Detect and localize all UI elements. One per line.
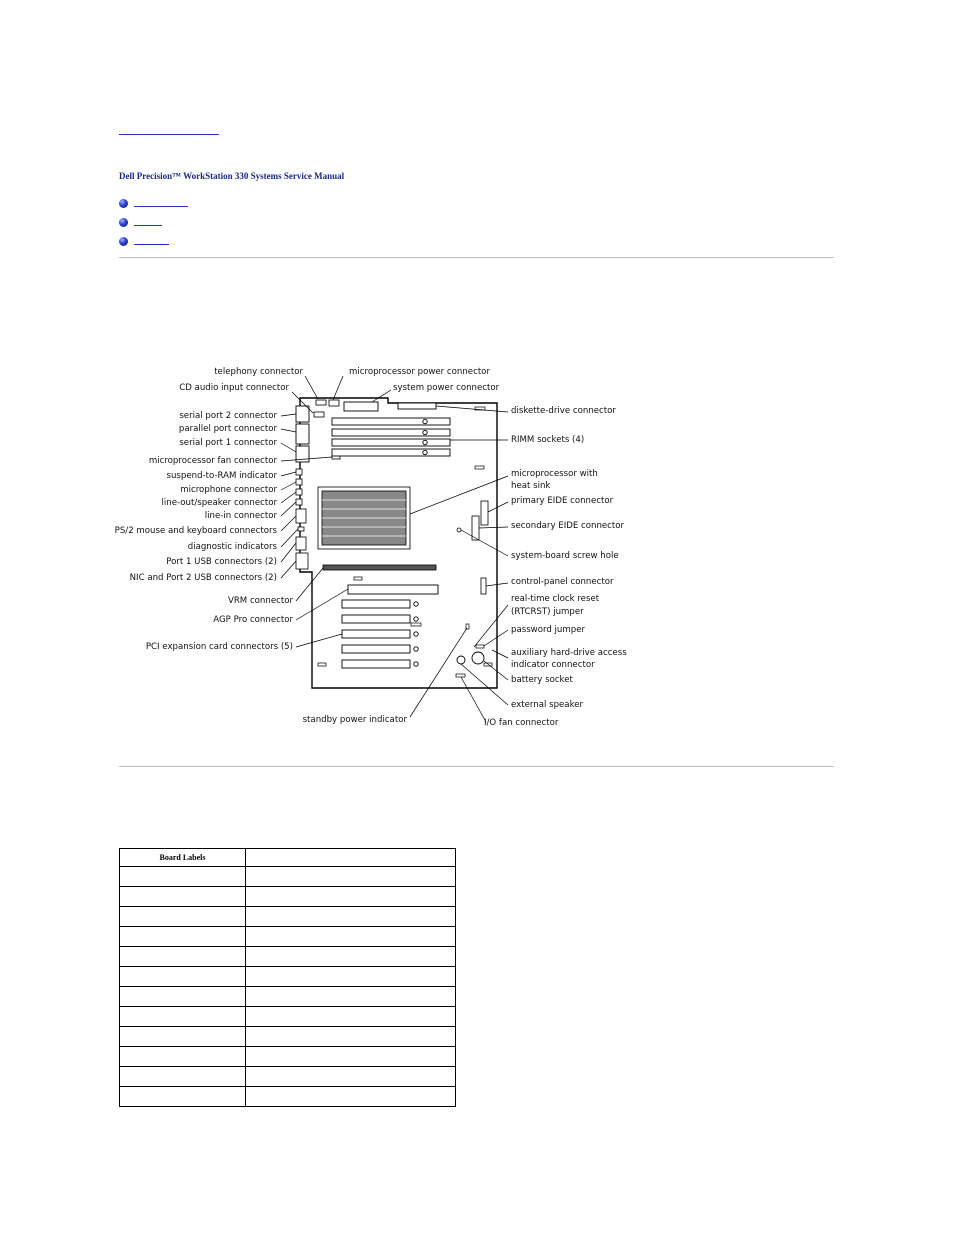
divider <box>119 766 834 767</box>
label-parallel: parallel port connector <box>178 424 277 434</box>
battery-socket <box>472 652 484 664</box>
audio-jack <box>296 479 302 485</box>
label-diagnostic: diagnostic indicators <box>187 542 277 552</box>
label-battery: battery socket <box>511 675 573 685</box>
ps2-connectors <box>296 509 306 523</box>
table-cell <box>120 1087 246 1107</box>
table-cell <box>120 887 246 907</box>
table-cell <box>246 947 456 967</box>
table-cell <box>120 967 246 987</box>
label-telephony: telephony connector <box>214 367 303 377</box>
table-cell <box>120 927 246 947</box>
label-screw-hole: system-board screw hole <box>511 551 619 561</box>
table-cell <box>246 1007 456 1027</box>
label-serial-2: serial port 2 connector <box>179 411 277 421</box>
agp-pro-connector <box>348 585 438 594</box>
table-cell <box>246 967 456 987</box>
table-cell <box>120 987 246 1007</box>
table-cell <box>246 1047 456 1067</box>
bullet-icon <box>119 237 128 246</box>
label-primary-eide: primary EIDE connector <box>511 496 614 506</box>
system-power-connector <box>344 402 378 411</box>
table-cell <box>246 907 456 927</box>
cd-audio-header <box>314 412 324 417</box>
table-row <box>120 927 456 947</box>
telephony-header <box>316 400 326 405</box>
table-row <box>120 1027 456 1047</box>
table-cell <box>120 947 246 967</box>
screw-hole <box>457 528 461 532</box>
table-cell <box>246 867 456 887</box>
table-row <box>120 867 456 887</box>
label-rtc-reset: real-time clock reset <box>511 594 600 604</box>
diagnostic-leds <box>298 527 304 531</box>
serial-port-2 <box>296 406 309 422</box>
bullet-icon <box>119 199 128 208</box>
label-diskette: diskette-drive connector <box>511 406 616 416</box>
heat-sink <box>318 487 410 549</box>
label-rtc-reset-2: (RTCRST) jumper <box>511 607 584 617</box>
board-labels-table <box>119 848 456 1107</box>
audio-jack <box>296 499 302 505</box>
small-component <box>475 466 484 469</box>
table-row <box>120 1047 456 1067</box>
label-secondary-eide: secondary EIDE connector <box>511 521 625 531</box>
section-link[interactable] <box>134 244 169 245</box>
system-board-diagram <box>110 355 650 735</box>
table-header-row <box>120 849 456 867</box>
label-external-speaker: external speaker <box>511 700 584 710</box>
table-row <box>120 1067 456 1087</box>
cpu-power-connector <box>329 400 339 406</box>
label-system-power: system power connector <box>393 383 500 393</box>
table-cell <box>246 987 456 1007</box>
top-link[interactable] <box>119 124 219 135</box>
table-body <box>120 867 456 1107</box>
io-fan-connector <box>456 674 465 677</box>
table-cell <box>246 1027 456 1047</box>
label-cd-audio: CD audio input connector <box>179 383 289 393</box>
label-control-panel: control-panel connector <box>511 577 614 587</box>
column-header-board-labels: Board Labels <box>120 849 246 867</box>
label-ps2: PS/2 mouse and keyboard connectors <box>114 526 277 536</box>
table-cell <box>120 1007 246 1027</box>
diskette-connector <box>398 403 436 409</box>
label-agp-pro: AGP Pro connector <box>213 615 293 625</box>
table-row <box>120 907 456 927</box>
nic-usb-port-2 <box>296 553 308 569</box>
table-cell <box>246 1087 456 1107</box>
label-io-fan: I/O fan connector <box>484 718 559 728</box>
table-row <box>120 1087 456 1107</box>
external-speaker <box>457 656 465 664</box>
parallel-port <box>296 424 309 444</box>
section-link[interactable] <box>134 225 162 226</box>
label-microphone: microphone connector <box>180 485 277 495</box>
audio-jack <box>296 469 302 475</box>
label-serial-1: serial port 1 connector <box>179 438 277 448</box>
table-row <box>120 1007 456 1027</box>
table-cell <box>120 1047 246 1067</box>
table-cell <box>246 887 456 907</box>
label-cpu-fan: microprocessor fan connector <box>148 456 277 466</box>
control-panel-connector <box>481 578 486 594</box>
table-cell <box>246 927 456 947</box>
table-cell <box>120 907 246 927</box>
label-password-jumper: password jumper <box>511 625 586 635</box>
jumper <box>476 645 484 648</box>
label-cpu-heatsink-2: heat sink <box>511 481 551 491</box>
table-cell <box>120 1027 246 1047</box>
label-rimm: RIMM sockets (4) <box>511 435 585 445</box>
manual-title: Dell Precision™ WorkStation 330 Systems Service Manual <box>119 171 345 181</box>
usb-port-1 <box>296 537 306 550</box>
vrm-connector <box>323 565 436 570</box>
small-component <box>318 663 326 666</box>
table-cell <box>120 867 246 887</box>
table-row <box>120 947 456 967</box>
label-aux-hdd-2: indicator connector <box>511 660 595 670</box>
section-link[interactable] <box>134 206 188 207</box>
table-row <box>120 987 456 1007</box>
table-row <box>120 967 456 987</box>
small-component <box>411 623 421 626</box>
label-suspend-indicator: suspend-to-RAM indicator <box>166 471 277 481</box>
label-usb-1: Port 1 USB connectors (2) <box>166 557 277 567</box>
audio-jack <box>296 489 302 495</box>
label-standby-power: standby power indicator <box>302 715 407 725</box>
label-cpu-heatsink: microprocessor with <box>511 469 598 479</box>
label-pci: PCI expansion card connectors (5) <box>145 642 293 652</box>
table-cell <box>246 1067 456 1087</box>
label-line-in: line-in connector <box>204 511 277 521</box>
label-aux-hdd: auxiliary hard-drive access <box>511 648 627 658</box>
bullet-icon <box>119 218 128 227</box>
label-line-out: line-out/speaker connector <box>161 498 277 508</box>
small-component <box>354 577 362 580</box>
primary-eide <box>481 501 488 525</box>
label-cpu-power: microprocessor power connector <box>349 367 490 377</box>
divider <box>119 257 834 258</box>
table-cell <box>120 1067 246 1087</box>
table-row <box>120 887 456 907</box>
label-nic-usb-2: NIC and Port 2 USB connectors (2) <box>129 573 277 583</box>
label-vrm: VRM connector <box>227 596 293 606</box>
column-header-description <box>246 849 456 867</box>
